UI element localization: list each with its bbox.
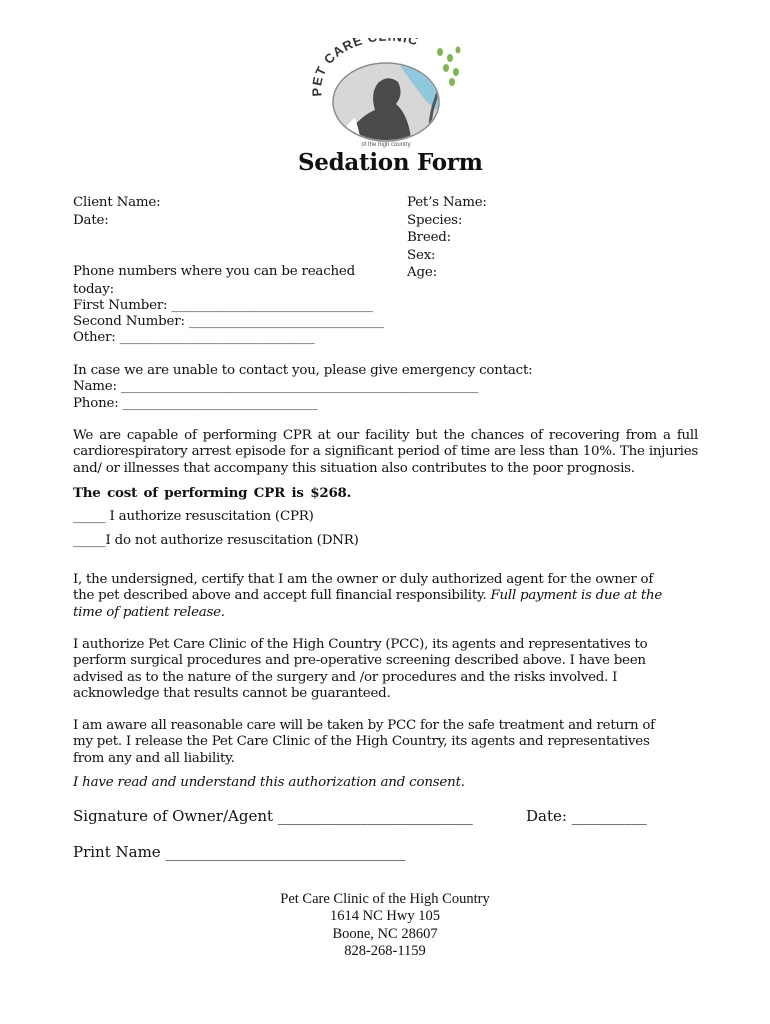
authorize-paragraph: I authorize Pet Care Clinic of the High Country (PCC), its agents and representatives to perform surgical procedures and pre-operative screening described above. I have been advised as to the nature of the surgery and /or procedures and the risks involved. I acknowledge that results cannot be guaranteed. — [73, 637, 648, 702]
emergency-name-field[interactable]: Name: _______________________________________________________ — [73, 379, 479, 394]
certify-italic: Full payment is due at the time of patient release. — [73, 588, 663, 620]
signature-field[interactable]: Signature of Owner/Agent __________________________ — [73, 807, 473, 825]
footer-clinic-name: Pet Care Clinic of the High Country — [280, 891, 490, 907]
cpr-paragraph: We are capable of performing CPR at our facility but the chances of recovering from a full cardiorespiratory arrest episode for a significant period of time are less than 10%. The injuries and/ or illnesses that accompany this situation also contributes to the poor prognosis. — [73, 428, 698, 476]
pet-name-label: Pet’s Name: — [407, 195, 487, 210]
first-number-field[interactable]: First Number: _______________________________ — [73, 298, 373, 313]
cpr-cost: The cost of performing CPR is $268. — [73, 485, 352, 501]
emergency-phone-field[interactable]: Phone: ______________________________ — [73, 396, 318, 411]
cpr-not-authorize-option[interactable]: _____I do not authorize resuscitation (DNR) — [73, 533, 359, 548]
page-title: Sedation Form — [298, 149, 483, 176]
signature-date-field[interactable]: Date: __________ — [526, 807, 647, 825]
footer-address: 1614 NC Hwy 105 — [330, 908, 440, 924]
print-name-field[interactable]: Print Name ________________________________ — [73, 843, 406, 861]
certify-text: I, the undersigned, certify that I am the owner or duly authorized agent for the owner of the pet described above and accept full financial responsibility. — [73, 572, 654, 604]
breed-label: Breed: — [407, 230, 451, 245]
cpr-authorize-option[interactable]: _____ I authorize resuscitation (CPR) — [73, 509, 314, 524]
footer-city: Boone, NC 28607 — [332, 926, 438, 942]
other-number-field[interactable]: Other: ______________________________ — [73, 330, 315, 345]
certify-paragraph — [73, 572, 673, 621]
emergency-intro: In case we are unable to contact you, please give emergency contact: — [73, 363, 533, 378]
logo-text: PET CARE C — [308, 38, 421, 97]
age-label: Age: — [407, 265, 437, 280]
logo-graphic — [300, 38, 470, 150]
species-label: Species: — [407, 213, 463, 228]
date-label: Date: — [73, 213, 109, 228]
phone-intro-line1: Phone numbers where you can be reached — [73, 264, 356, 279]
clinic-logo — [300, 38, 470, 150]
second-number-field[interactable]: Second Number: ______________________________ — [73, 314, 384, 329]
client-name-label: Client Name: — [73, 195, 161, 210]
consent-statement: I have read and understand this authorization and consent. — [73, 775, 465, 790]
sex-label: Sex: — [407, 248, 436, 263]
phone-intro-line2: today: — [73, 282, 114, 297]
aware-paragraph: I am aware all reasonable care will be taken by PCC for the safe treatment and return of my pet. I release the Pet Care Clinic of the High Country, its agents and representatives from any and all liability. — [73, 718, 655, 766]
logo-subtitle: of the high country — [361, 142, 411, 148]
footer-phone: 828-268-1159 — [344, 943, 426, 959]
